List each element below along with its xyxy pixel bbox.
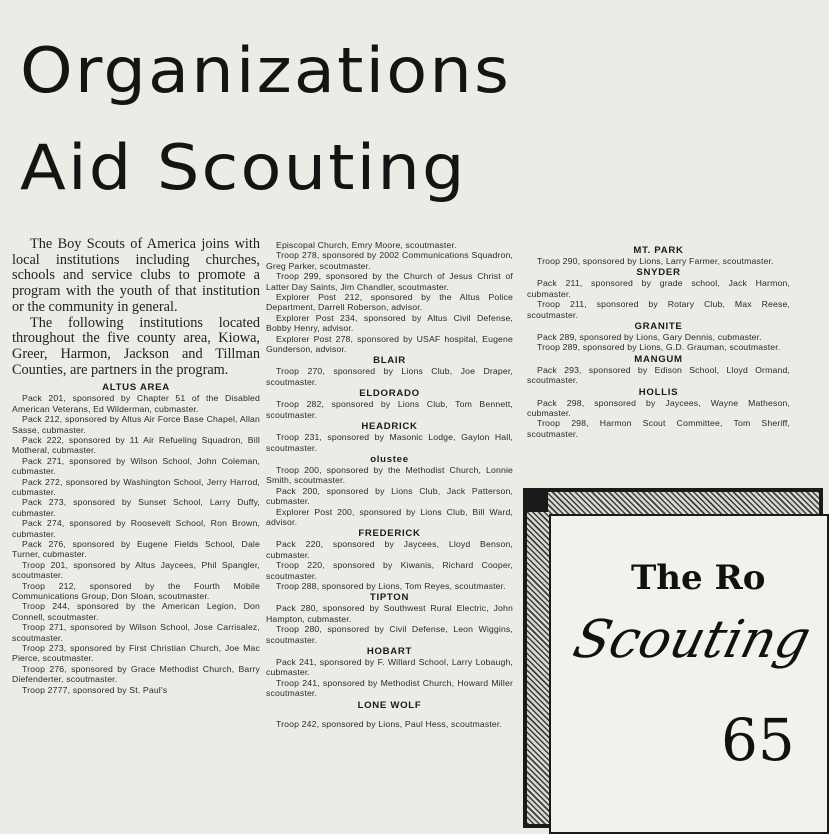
ad-corner-mark — [526, 490, 548, 512]
listing-entry: Troop 2777, sponsored by St. Paul's — [22, 684, 168, 695]
section-heading-mangum: MANGUM — [634, 353, 683, 365]
advertisement-panel — [549, 514, 829, 834]
listing-entry: Pack 273, sponsored by Sunset School, Larry Duffy, cubmaster. — [12, 497, 260, 518]
listing-entry: Troop 231, sponsored by Masonic Lodge, Gaylon Hall, scoutmaster. — [266, 432, 513, 453]
mt-park-listings — [527, 256, 790, 266]
listing-entry: Pack 212, sponsored by Altus Air Force Base Chapel, Allan Sasse, cubmaster. — [12, 414, 260, 435]
listing-entry: Pack 271, sponsored by Wilson School, John Coleman, cubmaster. — [12, 455, 260, 477]
headline-line-2: Aid Scouting — [20, 131, 467, 204]
listing-entry: Troop 242, sponsored by Lions, Paul Hess, scoutmaster. — [276, 718, 503, 729]
listing-entry: Pack 272, sponsored by Washington School, Jerry Harrod, cubmaster. — [12, 476, 260, 497]
listing-entry: Pack 201, sponsored by Chapter 51 of the Disabled American Veterans, Ed Wilderman, cubmaster. — [12, 393, 260, 414]
listing-entry: Pack 293, sponsored by Edison School, Lloyd Ormand, scoutmaster. — [527, 364, 790, 386]
listing-entry: Troop 244, sponsored by the American Legion, Don Connell, scoutmaster. — [12, 601, 260, 622]
column-2 — [266, 240, 513, 796]
listing-entry: Troop 212, sponsored by the Fourth Mobile Communications Group, Don Sloan, scoutmaster. — [12, 580, 260, 602]
listing-entry: Explorer Post 200, sponsored by Lions Club, Bill Ward, advisor. — [266, 506, 513, 527]
listing-entry: Pack 241, sponsored by F. Willard School, Larry Lobaugh, cubmaster. — [266, 657, 513, 678]
headrick-listings — [266, 432, 513, 453]
hollis-listings — [527, 398, 790, 440]
altus-listings-continued — [266, 240, 513, 354]
altus-listings — [12, 393, 260, 695]
section-heading-tipton: TIPTON — [369, 592, 410, 604]
listing-entry: Pack 211, sponsored by grade school, Jack Harmon, cubmaster. — [527, 278, 790, 299]
listing-entry: Troop 298, Harmon Scout Committee, Tom Sheriff, scoutmaster. — [527, 418, 790, 439]
intro — [12, 237, 260, 378]
listing-entry: Pack 222, sponsored by 11 Air Refueling Squadron, Bill Motheral, cubmaster. — [12, 434, 260, 456]
mangum-listings — [527, 365, 790, 386]
listing-entry: Pack 200, sponsored by Lions Club, Jack Patterson, cubmaster. — [266, 485, 513, 507]
listing-entry: Pack 274, sponsored by Roosevelt School, Ron Brown, cubmaster. — [12, 518, 260, 539]
listing-entry: Troop 211, sponsored by Rotary Club, Max Reese, scoutmaster. — [527, 299, 790, 320]
altus-section — [12, 382, 260, 695]
section-heading-blair: BLAIR — [373, 355, 406, 367]
section-heading-lone-wolf: LONE WOLF — [357, 699, 422, 711]
listing-entry: Troop 220, sponsored by Kiwanis, Richard Cooper, scoutmaster. — [266, 560, 513, 581]
lone-wolf-listings — [266, 719, 513, 729]
listing-entry: Pack 220, sponsored by Jaycees, Lloyd Benson, cubmaster. — [266, 539, 513, 560]
section-heading-hollis: HOLLIS — [638, 386, 679, 398]
ad-script-title: Scouting — [567, 610, 817, 670]
headline-line-1: Organizations — [20, 34, 512, 107]
listing-entry: Troop 288, sponsored by Lions, Tom Reyes, scoutmaster. — [276, 580, 506, 591]
listing-entry: Troop 278, sponsored by 2002 Communications Squadron, Greg Parker, scoutmaster. — [266, 250, 513, 271]
section-heading-olustee: olustee — [370, 453, 409, 465]
listing-entry: Troop 289, sponsored by Lions, G.D. Grauman, scoutmaster. — [537, 342, 781, 353]
listing-entry: Explorer Post 234, sponsored by Altus Civil Defense, Bobby Henry, advisor. — [266, 312, 513, 334]
listing-entry: Episcopal Church, Emry Moore, scoutmaster. — [276, 240, 457, 250]
listing-entry: Troop 271, sponsored by Wilson School, Jose Carrisalez, scoutmaster. — [12, 622, 260, 643]
listing-entry: Troop 201, sponsored by Altus Jaycees, Phil Spangler, scoutmaster. — [12, 559, 260, 581]
listing-entry: Troop 276, sponsored by Grace Methodist Church, Barry Diefenderter, scoutmaster. — [12, 663, 260, 685]
listing-entry: Troop 282, sponsored by Lions Club, Tom Bennett, scoutmaster. — [266, 399, 513, 420]
listing-entry: Explorer Post 278, sponsored by USAF hospital, Eugene Gunderson, advisor. — [266, 333, 513, 355]
tipton-listings — [266, 603, 513, 645]
ad-heading: The Ro — [631, 558, 766, 598]
hobart-listings — [266, 657, 513, 699]
section-heading-headrick: HEADRICK — [361, 421, 418, 433]
ad-number: 65 — [721, 706, 795, 774]
section-heading-mt-park: MT. PARK — [633, 245, 684, 256]
listing-entry: Pack 280, sponsored by Southwest Rural Electric, John Hampton, cubmaster. — [266, 603, 513, 624]
column-1 — [12, 237, 260, 796]
section-heading-frederick: FREDERICK — [358, 528, 421, 540]
frederick-listings — [266, 539, 513, 591]
section-heading-hobart: HOBART — [366, 646, 413, 657]
section-heading-snyder: SNYDER — [636, 267, 681, 279]
eldorado-listings — [266, 399, 513, 420]
listing-entry: Troop 280, sponsored by Civil Defense, Leon Wiggins, scoutmaster. — [266, 624, 513, 645]
listing-entry: Troop 290, sponsored by Lions, Larry Farmer, scoutmaster. — [537, 256, 774, 266]
olustee-listings — [266, 465, 513, 527]
advertisement-box — [523, 488, 823, 828]
section-heading-granite: GRANITE — [634, 321, 683, 333]
listing-entry: Troop 200, sponsored by the Methodist Church, Lonnie Smith, scoutmaster. — [266, 464, 513, 486]
snyder-listings — [527, 278, 790, 320]
blair-listings — [266, 366, 513, 387]
granite-listings — [527, 332, 790, 353]
listing-entry: Troop 299, sponsored by the Church of Jesus Christ of Latter Day Saints, Jim Chandler, scoutmaster. — [266, 271, 513, 292]
listing-entry: Troop 270, sponsored by Lions Club, Joe Draper, scoutmaster. — [266, 366, 513, 387]
listing-entry: Pack 289, sponsored by Lions, Gary Dennis, cubmaster. — [537, 332, 762, 343]
listing-entry: Pack 298, sponsored by Jaycees, Wayne Matheson, cubmaster. — [527, 397, 790, 419]
column-3 — [527, 244, 790, 474]
intro-paragraph-1: The Boy Scouts of America joins with local institutions including churches, schools and service clubs to promote a program with the youth of that institution or the community in general. — [12, 236, 260, 315]
listing-entry: Troop 241, sponsored by Methodist Church, Howard Miller scoutmaster. — [266, 677, 513, 699]
listing-entry: Troop 273, sponsored by First Christian Church, Joe Mac Pierce, scoutmaster. — [12, 643, 260, 664]
intro-paragraph-2: The following institutions located throughout the five county area, Kiowa, Greer, Harmon, Jackson and Tillman Counties, are partners in the program. — [12, 314, 260, 378]
listing-entry: Pack 276, sponsored by Eugene Fields School, Dale Turner, cubmaster. — [12, 539, 260, 560]
section-heading-altus-area: ALTUS AREA — [102, 382, 170, 394]
section-heading-eldorado: ELDORADO — [359, 388, 420, 400]
listing-entry: Explorer Post 212, sponsored by the Altus Police Department, Darrell Roberson, advisor. — [266, 292, 513, 313]
